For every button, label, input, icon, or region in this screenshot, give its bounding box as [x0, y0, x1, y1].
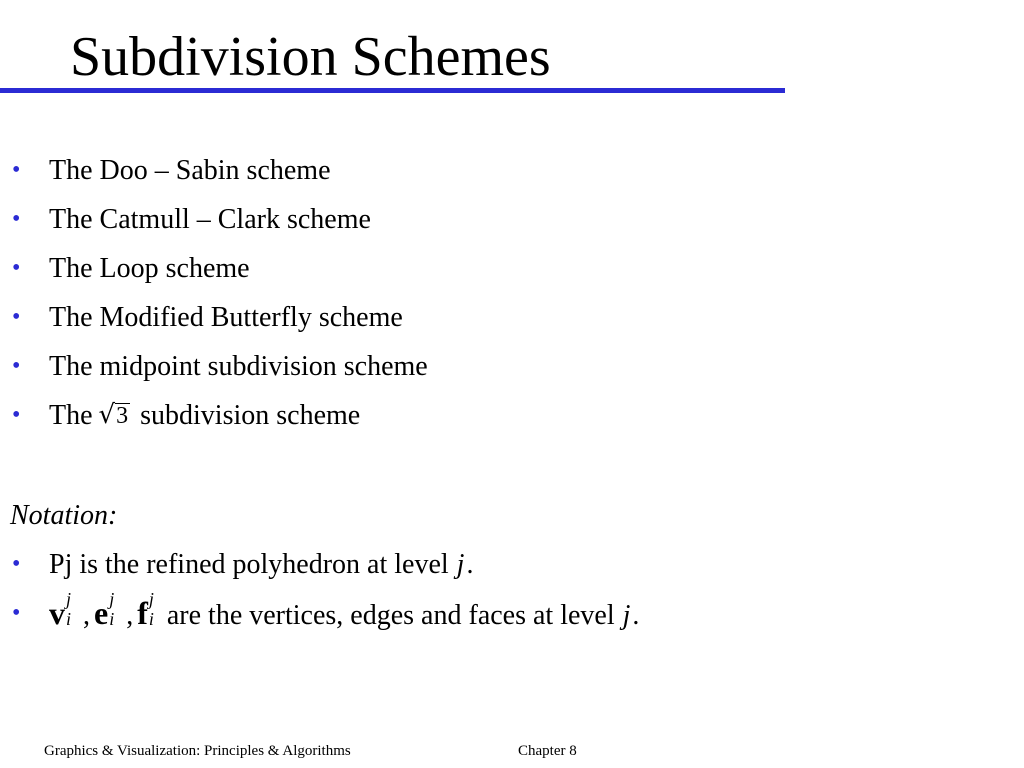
vertex-symbol: v	[49, 595, 65, 631]
superscript: j	[148, 589, 154, 609]
superscript: j	[109, 589, 115, 609]
subscript: i	[66, 609, 72, 629]
period: .	[466, 549, 474, 580]
comma: ,	[83, 600, 90, 631]
list-item-text: The Catmull – Clark scheme	[49, 204, 371, 235]
list-item-text: The Doo – Sabin scheme	[49, 155, 331, 186]
list-item-text: The Loop scheme	[49, 253, 250, 284]
bullet-icon: •	[12, 600, 21, 626]
level-variable: j	[622, 600, 631, 631]
list-item-text	[49, 589, 639, 640]
edge-symbol: e	[94, 595, 109, 631]
sqrt-suffix: subdivision scheme	[140, 400, 361, 431]
radical-sign: √	[98, 400, 116, 430]
sqrt-prefix: The	[49, 400, 93, 431]
radicand: 3	[116, 403, 129, 429]
bullet-icon: •	[12, 206, 21, 232]
face-indices	[148, 589, 160, 629]
bullet-icon: •	[12, 402, 21, 428]
footer-book-title: Graphics & Visualization: Principles & Algorithms	[44, 743, 351, 759]
notation-heading: Notation:	[10, 500, 118, 531]
superscript: j	[66, 589, 72, 609]
bullet-icon: •	[12, 353, 21, 379]
footer-chapter: Chapter 8	[518, 743, 577, 759]
list-item-text	[49, 540, 473, 589]
face-symbol: f	[137, 595, 148, 631]
notation-text: Pj is the refined polyhedron at level	[49, 549, 449, 580]
notation-text: are the vertices, edges and faces at level	[166, 600, 615, 631]
vertex-indices	[65, 589, 77, 629]
bullet-icon: •	[12, 304, 21, 330]
list-item-text	[49, 391, 360, 441]
comma: ,	[126, 600, 134, 631]
edge-indices	[108, 589, 120, 629]
list-item-text: The midpoint subdivision scheme	[49, 351, 428, 382]
subscript: i	[148, 609, 154, 629]
period: .	[632, 600, 640, 631]
level-variable: j	[456, 549, 465, 580]
bullet-icon: •	[12, 551, 21, 577]
bullet-icon: •	[12, 255, 21, 281]
title-underline	[0, 88, 785, 93]
slide-title: Subdivision Schemes	[70, 26, 551, 88]
subscript: i	[109, 609, 115, 629]
list-item-text: The Modified Butterfly scheme	[49, 302, 403, 333]
sqrt-three-formula	[99, 391, 131, 441]
bullet-icon: •	[12, 157, 21, 183]
